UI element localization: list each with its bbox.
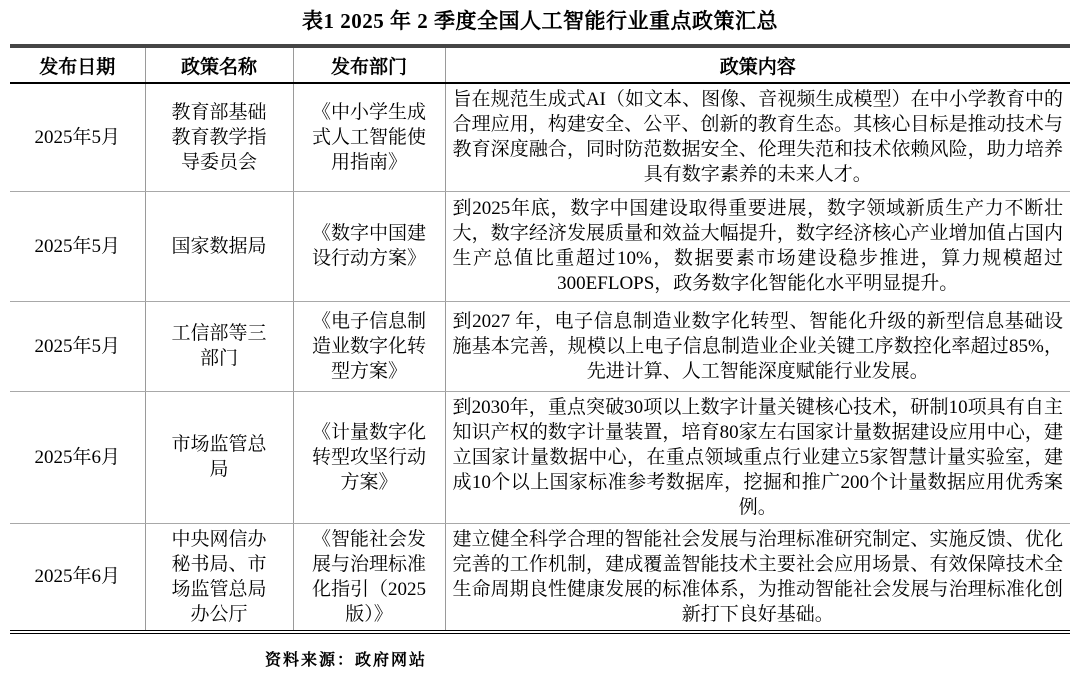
header-publish-date: 发布日期: [10, 46, 145, 83]
policy-date-cell: 2025年6月: [34, 566, 120, 587]
policy-content-cell: 建立健全科学合理的智能社会发展与治理标准研究制定、实施反馈、优化完善的工作机制，建成覆盖智能技术主要社会应用场景、有效保障技术全生命周期良性健康发展的标准体系，为推动智能社会发展与治理标准化创新打下良好基础。: [445, 523, 1070, 632]
table-title: 表1 2025 年 2 季度全国人工智能行业重点政策汇总: [302, 9, 778, 33]
table-row: [10, 191, 1070, 301]
table-header-row: [10, 46, 1070, 83]
header-policy-content: 政策内容: [445, 46, 1070, 83]
policy-dept-cell: 《智能社会发展与治理标准化指引（2025版）》: [293, 523, 445, 632]
table-row: [10, 301, 1070, 391]
policy-date-cell: 2025年5月: [10, 83, 145, 191]
policy-dept-cell: 《数字中国建设行动方案》: [293, 191, 445, 301]
policy-date-cell: 2025年6月: [10, 391, 145, 523]
policy-content-cell: 到2025年底，数字中国建设取得重要进展，数字领域新质生产力不断壮大，数字经济发展质量和效益大幅提升，数字经济核心产业增加值占国内生产总值比重超过10%，数据要素市场建设稳步推进，算力规模超过300EFLOPS，政务数字化智能化水平明显提升。: [445, 191, 1070, 301]
policy-name-cell: 工信部等三部门: [145, 301, 293, 391]
policy-content-cell: 到2030年，重点突破30项以上数字计量关键核心技术，研制10项具有自主知识产权的数字计量装置，培育80家左右国家计量数据建设应用中心，建立国家计量数据中心，在重点领域重点行业建立5家智慧计量实验室，建成10个以上国家标准参考数据库，挖掘和推广200个计量数据应用优秀案例。: [445, 391, 1070, 523]
policy-name-cell: 教育部基础教育教学指导委员会: [145, 83, 293, 191]
policy-name-cell: 市场监管总局: [145, 391, 293, 523]
header-policy-name: 政策名称: [145, 46, 293, 83]
policy-name-cell: 国家数据局: [145, 191, 293, 301]
table-row: [10, 83, 1070, 191]
policy-dept-cell: 《中小学生成式人工智能使用指南》: [293, 83, 445, 191]
policy-content-cell: 到2027 年，电子信息制造业数字化转型、智能化升级的新型信息基础设施基本完善，规模以上电子信息制造业企业关键工序数控化率超过85%，先进计算、人工智能深度赋能行业发展。: [445, 301, 1070, 391]
policy-dept-cell: 《电子信息制造业数字化转型方案》: [293, 301, 445, 391]
header-publish-dept: 发布部门: [293, 46, 445, 83]
policy-name-cell: 中央网信办秘书局、市场监管总局办公厅: [145, 523, 293, 632]
data-source-note: 资料来源：政府网站: [265, 651, 428, 669]
table-row: [10, 523, 1070, 632]
policy-date-cell: 2025年5月: [10, 191, 145, 301]
policy-dept-cell: 《计量数字化转型攻坚行动方案》: [293, 391, 445, 523]
policy-summary-table: [10, 44, 1070, 634]
table-row: [10, 391, 1070, 523]
policy-content-cell: 旨在规范生成式AI（如文本、图像、音视频生成模型）在中小学教育中的合理应用，构建安全、公平、创新的教育生态。其核心目标是推动技术与教育深度融合，同时防范数据安全、伦理失范和技术依赖风险，助力培养具有数字素养的未来人才。: [445, 83, 1070, 191]
policy-date-cell: 2025年5月: [10, 301, 145, 391]
